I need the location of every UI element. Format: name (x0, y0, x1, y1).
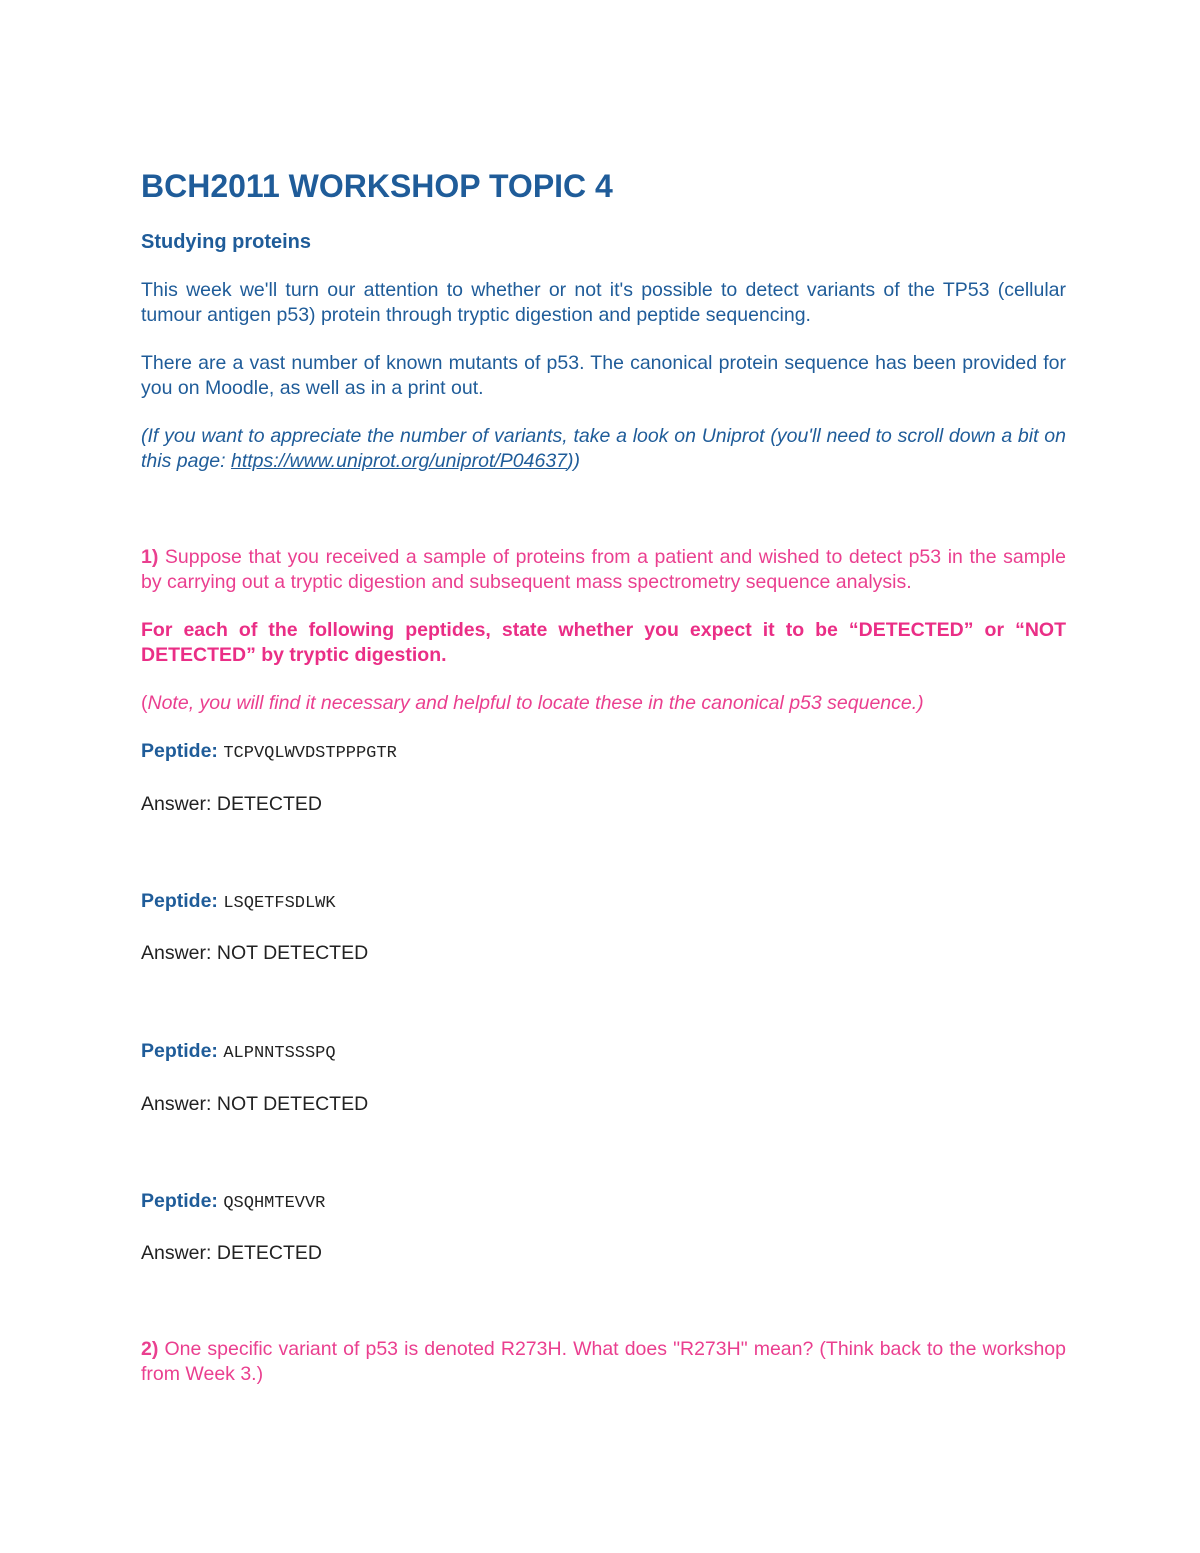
peptide-sequence: QSQHMTEVVR (223, 1194, 326, 1213)
document-title: BCH2011 WORKSHOP TOPIC 4 (141, 168, 613, 204)
question-1-note (141, 691, 1066, 716)
peptide-line-3 (141, 1038, 1066, 1067)
peptide-answer-4: Answer: DETECTED (141, 1242, 322, 1264)
section-subtitle: Studying proteins (141, 231, 311, 253)
intro-paragraph-2: There are a vast number of known mutants of p53. The canonical protein sequence has been provided for you on Moodle, as well as in a print out. (141, 352, 1066, 399)
uniprot-note (141, 424, 1066, 474)
note-open-paren: ( (141, 692, 148, 714)
peptide-sequence: ALPNNTSSSPQ (223, 1044, 336, 1063)
question-1-instruction: For each of the following peptides, state whether you expect it to be “DETECTED” or “NOT DETECTED” by tryptic digestion. (141, 619, 1066, 666)
peptide-label: Peptide: (141, 890, 218, 912)
question-2-text: One specific variant of p53 is denoted R273H. What does "R273H" mean? (Think back to the workshop from Week 3.) (141, 1338, 1066, 1385)
uniprot-note-prefix: (If you want to appreciate the number of variants, take a look on Uniprot (you'll need to scroll down a bit on this page: (141, 425, 1066, 472)
question-1-text: Suppose that you received a sample of proteins from a patient and wished to detect p53 in the sample by carrying out a tryptic digestion and subsequent mass spectrometry sequence analysis. (141, 546, 1066, 593)
document-page (141, 160, 1066, 1387)
question-2-number: 2) (141, 1338, 159, 1360)
note-text: Note, you will find it necessary and helpful to locate these in the canonical p53 sequence.) (147, 692, 924, 714)
peptide-line-4 (141, 1188, 1066, 1217)
peptide-line-1 (141, 738, 1066, 767)
peptide-answer-2: Answer: NOT DETECTED (141, 942, 369, 964)
peptide-label: Peptide: (141, 1190, 218, 1212)
uniprot-link[interactable]: https://www.uniprot.org/uniprot/P04637 (230, 450, 568, 472)
peptide-sequence: LSQETFSDLWK (223, 894, 336, 913)
peptide-sequence: TCPVQLWVDSTPPPGTR (223, 744, 397, 763)
peptide-label: Peptide: (141, 740, 218, 762)
question-1-number: 1) (141, 546, 159, 568)
peptide-line-2 (141, 888, 1066, 917)
peptide-label: Peptide: (141, 1040, 218, 1062)
question-1 (141, 545, 1066, 595)
peptide-answer-1: Answer: DETECTED (141, 793, 322, 815)
uniprot-note-suffix: )) (567, 450, 581, 472)
peptide-answer-3: Answer: NOT DETECTED (141, 1093, 369, 1115)
intro-paragraph-1: This week we'll turn our attention to whether or not it's possible to detect variants of the TP53 (cellular tumour antigen p53) protein through tryptic digestion and peptide sequencing. (141, 279, 1066, 326)
question-2 (141, 1337, 1066, 1387)
